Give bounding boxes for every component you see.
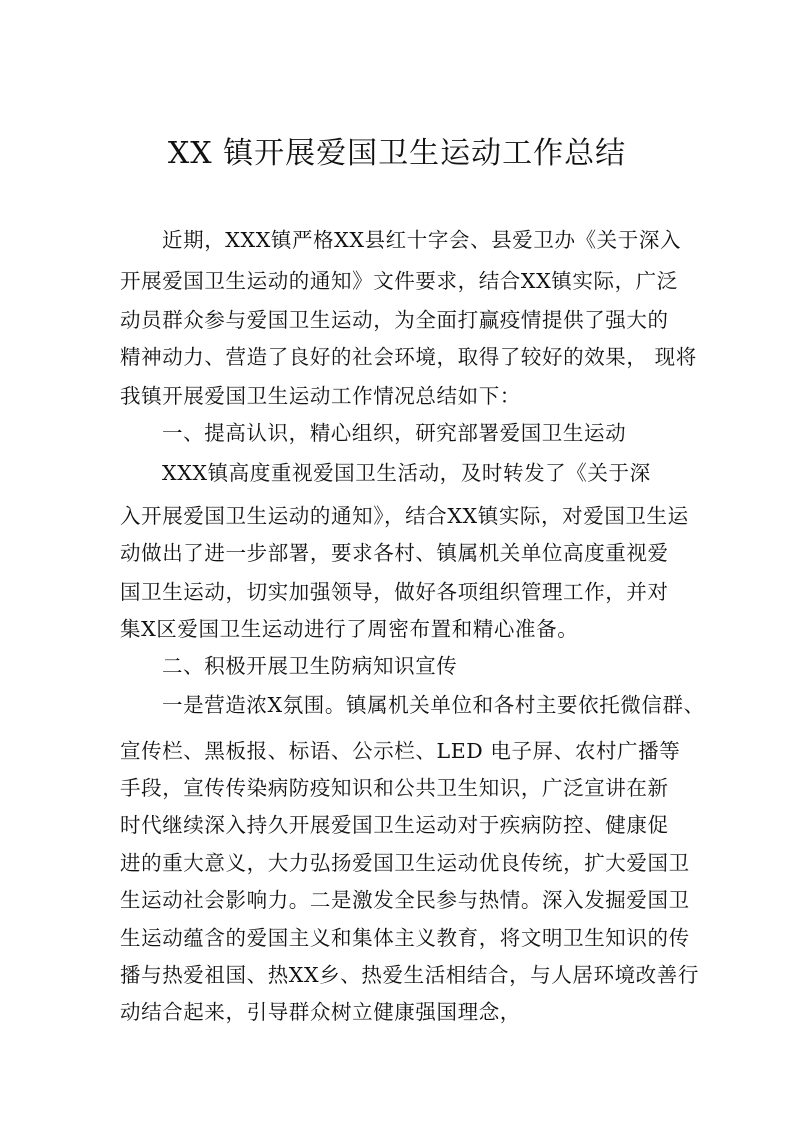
paragraph-1-line-5: 我镇开展爱国卫生运动工作情况总结如下： <box>120 384 521 408</box>
paragraph-3-line-7: 生运动蕴含的爱国主义和集体主义教育，将文明卫生知识的传 <box>120 926 690 950</box>
section-heading-1: 一、提高认识，精心组织，研究部署爱国卫生运动 <box>162 421 627 445</box>
paragraph-3-line-3: 手段，宣传传染病防疫知识和公共卫生知识，广泛宣讲在新 <box>120 776 669 800</box>
paragraph-1-line-3: 动员群众参与爱国卫生运动，为全面打赢疫情提供了强大的 <box>120 308 669 332</box>
paragraph-3-line-9: 动结合起来，引导群众树立健康强国理念， <box>120 1000 521 1024</box>
paragraph-3-line-8: 播与热爱祖国、热XX乡、热爱生活相结合，与人居环境改善行 <box>120 963 699 987</box>
paragraph-2-line-3: 动做出了进一步部署，要求各村、镇属机关单位高度重视爱 <box>120 541 669 565</box>
paragraph-1-line-2: 开展爱国卫生运动的通知》文件要求，结合XX镇实际，广泛 <box>120 269 678 293</box>
paragraph-3-line-2: 宣传栏、黑板报、标语、公示栏、LED 电子屏、农村广播等 <box>120 739 681 763</box>
paragraph-1-line-1: 近期，XXX镇严格XX县红十字会、县爱卫办《关于深入 <box>162 228 682 252</box>
paragraph-2-line-5: 集X区爱国卫生运动进行了周密布置和精心准备。 <box>120 617 579 641</box>
paragraph-2-line-4: 国卫生运动，切实加强领导，做好各项组织管理工作，并对 <box>120 580 669 604</box>
paragraph-3-line-4: 时代继续深入持久开展爱国卫生运动对于疾病防控、健康促 <box>120 813 669 837</box>
page-title: XX 镇开展爱国卫生运动工作总结 <box>167 136 627 171</box>
paragraph-3-line-5: 进的重大意义，大力弘扬爱国卫生运动优良传统，扩大爱国卫 <box>120 851 690 875</box>
paragraph-2-line-1: XXX镇高度重视爱国卫生活动，及时转发了《关于深 <box>162 461 651 485</box>
paragraph-2-line-2: 入开展爱国卫生运动的通知》，结合XX镇实际，对爱国卫生运 <box>120 504 689 528</box>
section-heading-2: 二、积极开展卫生防病知识宣传 <box>162 654 458 678</box>
paragraph-3-line-6: 生运动社会影响力。二是激发全民参与热情。深入发掘爱国卫 <box>120 888 690 912</box>
paragraph-1-line-4: 精神动力、营造了良好的社会环境，取得了较好的效果， 现将 <box>120 345 697 369</box>
paragraph-3-line-1: 一是营造浓X氛围。镇属机关单位和各村主要依托微信群、 <box>162 693 705 717</box>
